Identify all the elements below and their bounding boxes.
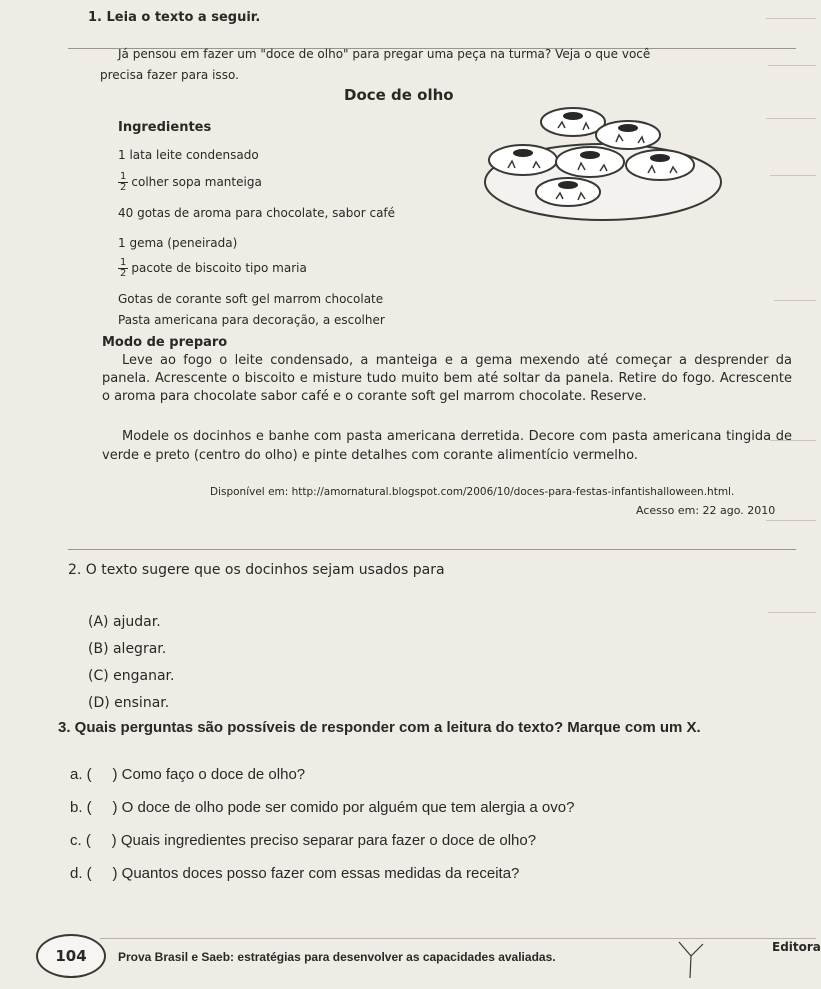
q2-title: 2. O texto sugere que os docinhos sejam usados para: [68, 562, 445, 578]
publisher: Editora: [772, 940, 821, 954]
fraction: $\frac{1}{2}$: [120, 171, 127, 193]
mark-icon: [676, 940, 706, 980]
q3-option-a: a. ( ) Como faço o doce de olho?: [70, 766, 306, 783]
fraction: $\frac{1}{2}$: [120, 257, 127, 279]
ingredient-3: 40 gotas de aroma para chocolate, sabor café: [118, 206, 396, 220]
recipe-title: Doce de olho: [344, 86, 454, 104]
ingredient-1: 1 lata leite condensado: [118, 148, 259, 162]
recipe-box: [68, 28, 796, 550]
ingredient-7: Pasta americana para decoração, a escolher: [118, 313, 385, 327]
eyeball-candies-illustration: [478, 110, 728, 225]
q3-option-b: b. ( ) O doce de olho pode ser comido por alguém que tem alergia a ovo?: [70, 799, 575, 816]
ingredient-5: $\frac{1}{2}$ pacote de biscoito tipo maria: [120, 257, 307, 279]
q2-option-b: (B) alegrar.: [88, 641, 167, 657]
q2-option-a: (A) ajudar.: [88, 614, 161, 630]
intro-line-1: Já pensou em fazer um "doce de olho" para pregar uma peça na turma? Veja o que você: [118, 47, 651, 61]
access-date: Acesso em: 22 ago. 2010: [636, 504, 776, 517]
q3-option-c: c. ( ) Quais ingredientes preciso separar para fazer o doce de olho?: [70, 832, 537, 849]
ingredient-4: 1 gema (peneirada): [118, 236, 238, 250]
footer-rule: [100, 938, 816, 939]
method-heading: Modo de preparo: [102, 335, 228, 350]
q3-title: 3. Quais perguntas são possíveis de responder com a leitura do texto? Marque com um X.: [58, 719, 701, 736]
q2-option-d: (D) ensinar.: [88, 695, 170, 711]
method-paragraph-1: Leve ao fogo o leite condensado, a manteiga e a gema mexendo até começar a desprender da panela. Acrescente o biscoito e misture tudo muito bem até soltar da panela. Retire do fogo. Acrescente o aroma para chocolate sabor café e o corante soft gel marrom chocolate. Reserve.: [102, 353, 792, 404]
ingredient-2: $\frac{1}{2}$ colher sopa manteiga: [120, 171, 262, 193]
intro-line-2: precisa fazer para isso.: [100, 68, 239, 82]
q1-title: 1. Leia o texto a seguir.: [88, 10, 261, 25]
q3-option-d: d. ( ) Quantos doces posso fazer com essas medidas da receita?: [70, 865, 520, 882]
page-number: 104: [36, 934, 106, 978]
ingredient-6: Gotas de corante soft gel marrom chocolate: [118, 292, 384, 306]
source-citation: Disponível em: http://amornatural.blogspot.com/2006/10/doces-para-festas-infantishalloween.html.: [210, 486, 735, 498]
q2-option-c: (C) enganar.: [88, 668, 175, 684]
ingredients-heading: Ingredientes: [118, 120, 212, 135]
method-paragraph-2: Modele os docinhos e banhe com pasta americana derretida. Decore com pasta americana tingida de verde e preto (centro do olho) e pinte detalhes com corante alimentício vermelho.: [102, 429, 792, 463]
book-title: Prova Brasil e Saeb: estratégias para desenvolver as capacidades avaliadas.: [118, 950, 556, 964]
